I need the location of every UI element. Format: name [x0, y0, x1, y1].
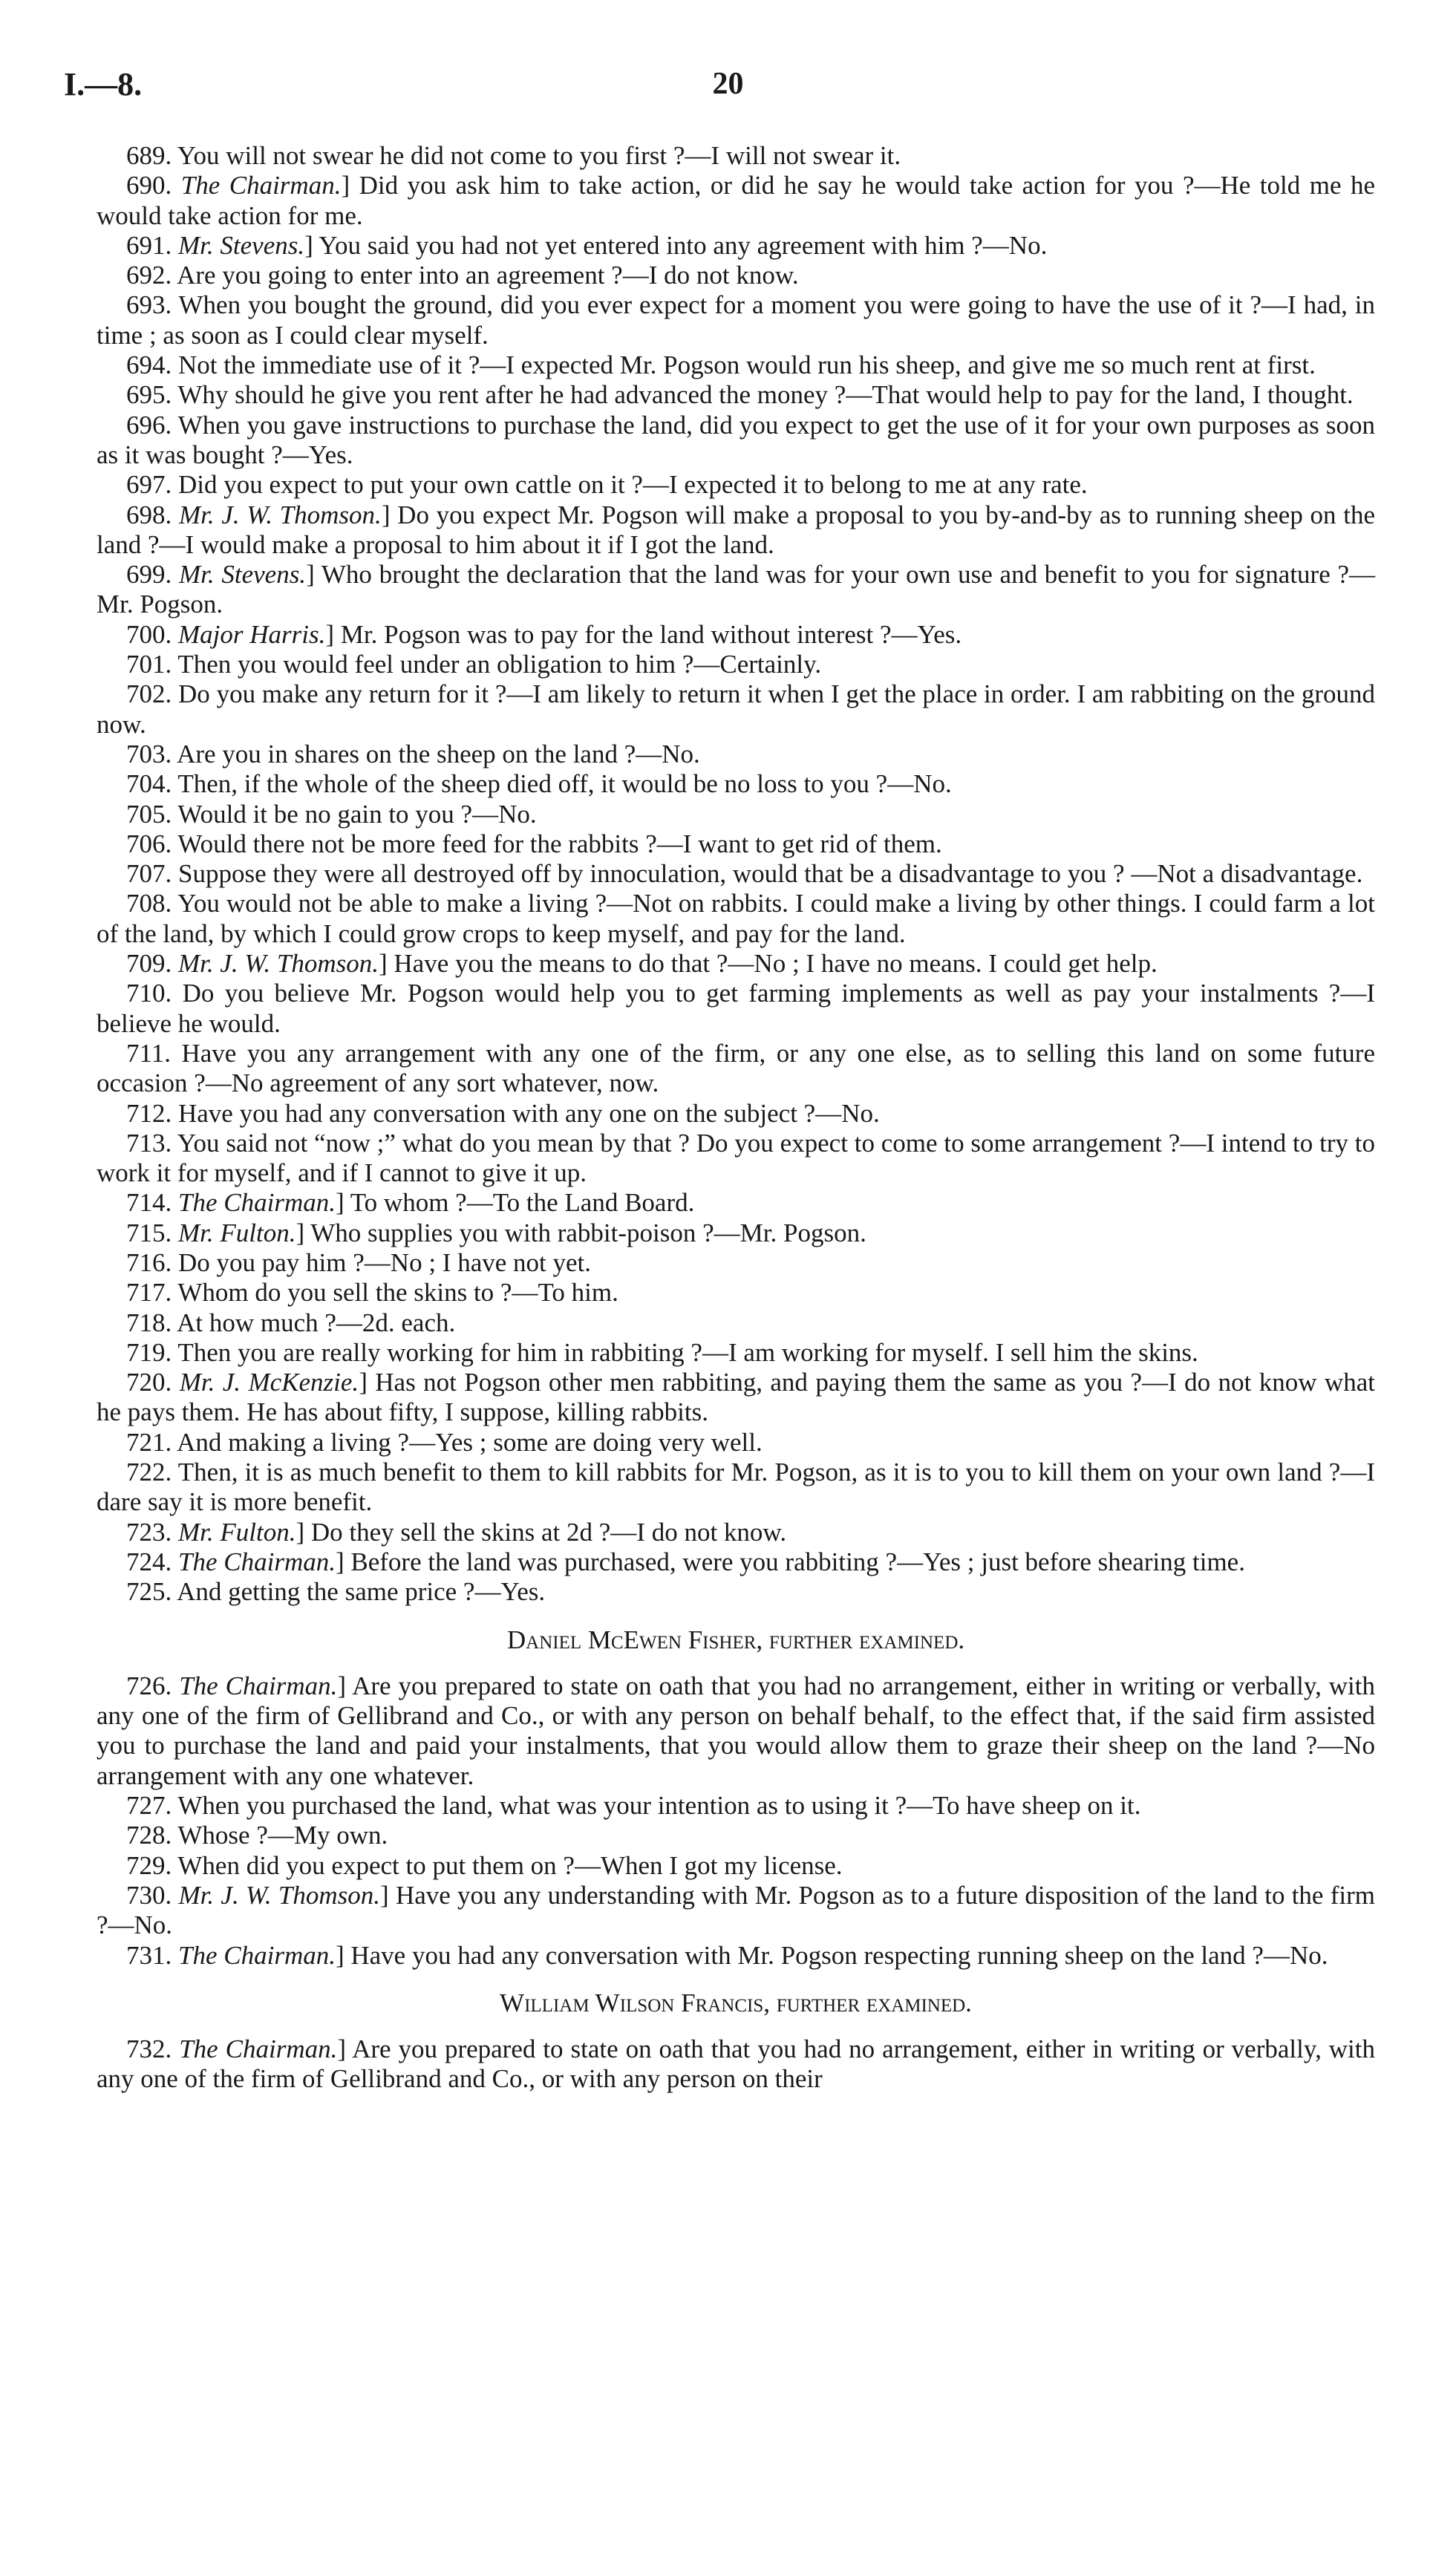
question-paragraph [97, 1851, 1375, 1881]
question-paragraph [97, 1338, 1375, 1368]
question-number: 715. [126, 1218, 172, 1247]
question-text: Have you any arrangement with any one of the firm, or any one else, as to selling this land on some future occasion ?—No agreement of any sort whatever, now. [97, 1038, 1375, 1098]
question-number: 722. [126, 1458, 172, 1487]
question-paragraph [97, 889, 1375, 949]
question-text: ] Have you any understanding with Mr. Pogson as to a future disposition of the land to the firm ?—No. [97, 1880, 1375, 1940]
question-paragraph [97, 380, 1375, 410]
question-text: ] Are you prepared to state on oath that you had no arrangement, either in writing or verbally, with any one of the firm of Gellibrand and Co., or with any person on their [97, 2034, 1376, 2094]
question-number: 703. [126, 739, 172, 768]
question-paragraph [97, 231, 1375, 261]
question-text: ] Do they sell the skins at 2d ?—I do not know. [296, 1517, 787, 1547]
question-text: Would it be no gain to you ?—No. [177, 799, 537, 829]
question-number: 727. [126, 1791, 172, 1821]
question-number: 702. [126, 679, 172, 709]
question-number: 714. [126, 1188, 172, 1218]
question-number: 724. [126, 1547, 172, 1576]
question-text: When did you expect to put them on ?—When I got my license. [177, 1850, 843, 1880]
question-paragraph [97, 290, 1375, 350]
question-paragraph [97, 141, 1375, 171]
question-paragraph [97, 2034, 1375, 2095]
question-paragraph [97, 1671, 1375, 1791]
witness-heading: William Wilson Francis, further examined. [500, 1988, 972, 2017]
question-text: Why should he give you rent after he had advanced the money ?—That would help to pay for the land, I thought. [177, 380, 1354, 410]
question-text: Would there not be more feed for the rabbits ?—I want to get rid of them. [177, 829, 942, 858]
question-paragraph [97, 560, 1375, 620]
question-paragraph [97, 620, 1375, 650]
question-number: 725. [126, 1577, 172, 1607]
question-paragraph [97, 679, 1375, 740]
question-text: When you gave instructions to purchase the land, did you expect to get the use of it for your own purposes as soon as it was bought ?—Yes. [97, 410, 1375, 469]
question-text: Then you would feel under an obligation to him ?—Certainly. [177, 650, 822, 679]
question-number: 707. [126, 859, 172, 889]
question-number: 717. [126, 1278, 172, 1308]
question-number: 721. [126, 1427, 172, 1457]
question-text: Not the immediate use of it ?—I expected Mr. Pogson would run his sheep, and give me so much rent at first. [178, 350, 1316, 380]
question-text: ] Are you prepared to state on oath that you had no arrangement, either in writing or verbally, with any one of the firm of Gellibrand and Co., or with any person on behalf behalf, to the effect that, if the said firm assisted you to purchase the land and paid your instalments, that you would allow them to graze their sheep on the land ?—No arrangement with any one whatever. [97, 1671, 1376, 1790]
speaker-name: Mr. J. W. Thomson. [178, 1880, 381, 1910]
question-text: At how much ?—2d. each. [177, 1308, 456, 1337]
question-text: ] Did you ask him to take action, or did he say he would take action for you ?—He told me he would take action for me. [97, 171, 1376, 230]
question-number: 691. [126, 230, 172, 260]
question-text: Do you pay him ?—No ; I have not yet. [178, 1247, 592, 1277]
question-number: 694. [126, 350, 172, 380]
question-paragraph [97, 470, 1375, 500]
question-text: Whose ?—My own. [177, 1821, 388, 1850]
report-code: I.—8. [64, 66, 143, 102]
question-number: 713. [126, 1128, 172, 1158]
question-number: 689. [126, 141, 172, 170]
speaker-name: The Chairman. [180, 171, 342, 200]
speaker-name: Mr. Fulton. [178, 1218, 296, 1247]
question-text: ] Has not Pogson other men rabbiting, and paying them the same as you ?—I do not know what he pays them. He has about fifty, I suppose, killing rabbits. [97, 1368, 1375, 1427]
question-text: And making a living ?—Yes ; some are doing very well. [177, 1427, 763, 1457]
speaker-name: Mr. J. McKenzie. [179, 1368, 359, 1397]
question-text: Do you make any return for it ?—I am likely to return it when I get the place in order. I am rabbiting on the ground now. [97, 679, 1375, 739]
question-number: 693. [126, 290, 172, 320]
question-paragraph [97, 1458, 1375, 1518]
speaker-name: Mr. J. W. Thomson. [178, 500, 382, 529]
question-text: Did you expect to put your own cattle on it ?—I expected it to belong to me at any rate. [178, 470, 1088, 500]
question-number: 712. [126, 1098, 172, 1128]
question-number: 730. [126, 1880, 172, 1910]
question-paragraph [97, 261, 1375, 290]
speaker-name: The Chairman. [178, 1940, 336, 1970]
question-text: ] Have you the means to do that ?—No ; I have no means. I could get help. [379, 949, 1158, 979]
question-paragraph [97, 1791, 1375, 1821]
question-paragraph [97, 1821, 1375, 1850]
question-text: ] Who supplies you with rabbit-poison ?—Mr. Pogson. [296, 1218, 866, 1247]
question-paragraph [97, 769, 1375, 799]
speaker-name: Mr. Stevens. [178, 560, 307, 590]
question-paragraph [97, 1368, 1375, 1428]
question-paragraph [97, 740, 1375, 769]
question-number: 695. [126, 380, 172, 410]
witness-heading: Daniel McEwen Fisher, further examined. [506, 1625, 965, 1654]
question-paragraph [97, 1278, 1375, 1308]
question-paragraph [97, 979, 1375, 1039]
question-text: ] Who brought the declaration that the land was for your own use and benefit to you for signature ?—Mr. Pogson. [97, 560, 1375, 619]
question-paragraph [97, 650, 1375, 679]
question-paragraph [97, 1099, 1375, 1129]
page-number: 20 [712, 67, 744, 101]
question-number: 690. [126, 171, 172, 200]
question-number: 697. [126, 470, 172, 500]
question-number: 709. [126, 949, 172, 979]
question-number: 706. [126, 829, 172, 858]
question-text: ] Do you expect Mr. Pogson will make a proposal to you by-and-by as to running sheep on the land ?—I would make a proposal to him about it if I got the land. [97, 500, 1375, 559]
speaker-name: Mr. Stevens. [178, 230, 305, 260]
question-text: ] To whom ?—To the Land Board. [335, 1188, 695, 1218]
question-paragraph [97, 1248, 1375, 1278]
question-text: And getting the same price ?—Yes. [177, 1577, 546, 1607]
question-text: ] Mr. Pogson was to pay for the land without interest ?—Yes. [325, 619, 962, 649]
question-paragraph [97, 411, 1375, 471]
question-number: 719. [126, 1337, 172, 1367]
question-number: 718. [126, 1308, 172, 1337]
question-text: Are you going to enter into an agreement ?—I do not know. [177, 261, 799, 290]
question-number: 704. [126, 769, 172, 799]
question-number: 729. [126, 1850, 172, 1880]
question-paragraph [97, 1218, 1375, 1248]
question-text: You said not “now ;” what do you mean by that ? Do you expect to come to some arrangement ?—I intend to try to work it for myself, and if I cannot to give it up. [97, 1128, 1375, 1188]
question-paragraph [97, 949, 1375, 979]
question-paragraph [97, 1039, 1375, 1099]
question-number: 701. [126, 650, 172, 679]
question-text: Then, it is as much benefit to them to kill rabbits for Mr. Pogson, as it is to you to kill them on your own land ?—I dare say it is more benefit. [97, 1458, 1375, 1517]
speaker-name: The Chairman. [179, 1671, 338, 1700]
question-text: Have you had any conversation with any one on the subject ?—No. [178, 1098, 880, 1128]
question-number: 732. [126, 2034, 172, 2064]
question-number: 699. [126, 560, 172, 590]
question-number: 692. [126, 261, 172, 290]
question-paragraph [97, 350, 1375, 380]
question-text: ] You said you had not yet entered into any agreement with him ?—No. [304, 230, 1048, 260]
question-paragraph [97, 1188, 1375, 1218]
question-number: 710. [126, 979, 172, 1008]
speaker-name: Mr. Fulton. [178, 1517, 296, 1547]
question-text: Whom do you sell the skins to ?—To him. [177, 1278, 618, 1308]
question-number: 705. [126, 799, 172, 829]
question-paragraph [97, 500, 1375, 561]
question-text: ] Have you had any conversation with Mr. Pogson respecting running sheep on the land ?—No. [335, 1940, 1328, 1970]
question-text: When you purchased the land, what was your intention as to using it ?—To have sheep on it. [177, 1791, 1141, 1821]
document-body [97, 141, 1375, 2095]
speaker-name: Mr. J. W. Thomson. [178, 949, 379, 979]
question-number: 696. [126, 410, 172, 440]
speaker-name: The Chairman. [179, 2034, 338, 2064]
question-paragraph [97, 1518, 1375, 1547]
question-text: ] Before the land was purchased, were you rabbiting ?—Yes ; just before shearing time. [335, 1547, 1245, 1576]
question-number: 716. [126, 1247, 172, 1277]
question-paragraph [97, 1941, 1375, 1971]
question-text: You will not swear he did not come to you first ?—I will not swear it. [177, 141, 901, 170]
question-number: 698. [126, 500, 172, 529]
question-number: 726. [126, 1671, 172, 1700]
question-paragraph [97, 800, 1375, 829]
question-paragraph [97, 1881, 1375, 1941]
question-text: Suppose they were all destroyed off by innoculation, would that be a disadvantage to you ? —Not a disadvantage. [178, 859, 1363, 889]
question-paragraph [97, 171, 1375, 231]
question-number: 723. [126, 1517, 172, 1547]
question-text: When you bought the ground, did you ever expect for a moment you were going to have the use of it ?—I had, in time ; as soon as I could clear myself. [97, 290, 1375, 350]
question-number: 731. [126, 1940, 172, 1970]
question-paragraph [97, 829, 1375, 859]
question-paragraph [97, 859, 1375, 889]
speaker-name: The Chairman. [178, 1188, 336, 1218]
question-number: 711. [126, 1038, 171, 1068]
question-number: 700. [126, 619, 172, 649]
question-text: Are you in shares on the sheep on the land ?—No. [177, 739, 700, 768]
question-paragraph [97, 1129, 1375, 1189]
question-paragraph [97, 1428, 1375, 1458]
question-text: Then, if the whole of the sheep died off, it would be no loss to you ?—No. [177, 769, 952, 799]
question-number: 720. [126, 1368, 172, 1397]
question-paragraph [97, 1547, 1375, 1577]
question-number: 728. [126, 1821, 172, 1850]
question-text: Do you believe Mr. Pogson would help you to get farming implements as well as pay your instalments ?—I believe he would. [97, 979, 1375, 1038]
speaker-name: The Chairman. [178, 1547, 336, 1576]
question-paragraph [97, 1577, 1375, 1607]
question-text: You would not be able to make a living ?—Not on rabbits. I could make a living by other things. I could farm a lot of the land, by which I could grow crops to keep myself, and pay for the land. [97, 889, 1375, 948]
question-text: Then you are really working for him in rabbiting ?—I am working for myself. I sell him the skins. [177, 1337, 1198, 1367]
question-paragraph [97, 1308, 1375, 1338]
speaker-name: Major Harris. [178, 619, 326, 649]
question-number: 708. [126, 889, 172, 918]
